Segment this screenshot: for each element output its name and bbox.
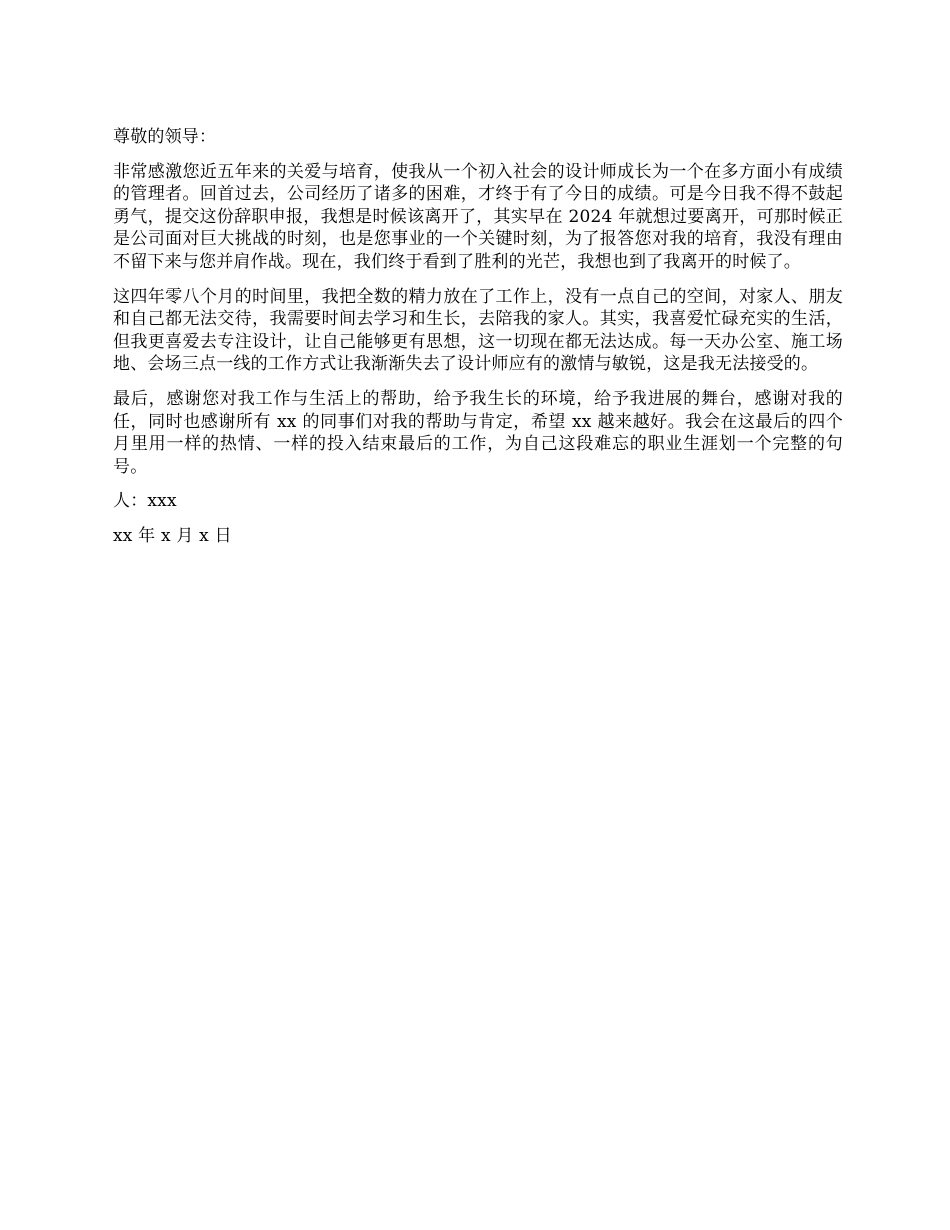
document-page (113, 126, 843, 560)
body-paragraph-1: 非常感激您近五年来的关爱与培育，使我从一个初入社会的设计师成长为一个在多方面小有成绩的管理者。回首过去，公司经历了诸多的困难，才终于有了今日的成绩。可是今日我不得不鼓起勇气，提交这份辞职申报，我想是时候该离开了，其实早在 2024 年就想过要离开，可那时候正是公司面对巨大挑战的时刻，也是您事业的一个关键时刻，为了报答您对我的培育，我没有理由不留下来与您并肩作战。现在，我们终于看到了胜利的光芒，我想也到了我离开的时候了。 (113, 161, 843, 272)
salutation: 尊敬的领导： (113, 127, 217, 147)
body-paragraph-3: 最后，感谢您对我工作与生活上的帮助，给予我生长的环境，给予我进展的舞台，感谢对我的任，同时也感谢所有 xx 的同事们对我的帮助与肯定，希望 xx 越来越好。我会在这最后的四个月里用一样的热情、一样的投入结束最后的工作，为自己这段难忘的职业生涯划一个完整的句号。 (113, 388, 843, 477)
body-paragraph-2: 这四年零八个月的时间里，我把全数的精力放在了工作上，没有一点自己的空间，对家人、朋友和自己都无法交待，我需要时间去学习和生长，去陪我的家人。其实，我喜爱忙碌充实的生活，但我更喜爱去专注设计，让自己能够更有思想，这一切现在都无法达成。每一天办公室、施工场地、会场三点一线的工作方式让我渐渐失去了设计师应有的激情与敏锐，这是我无法接受的。 (113, 286, 843, 375)
date-line: xx 年 x 月 x 日 (113, 525, 232, 546)
signer-line: 人：xxx (113, 491, 177, 512)
